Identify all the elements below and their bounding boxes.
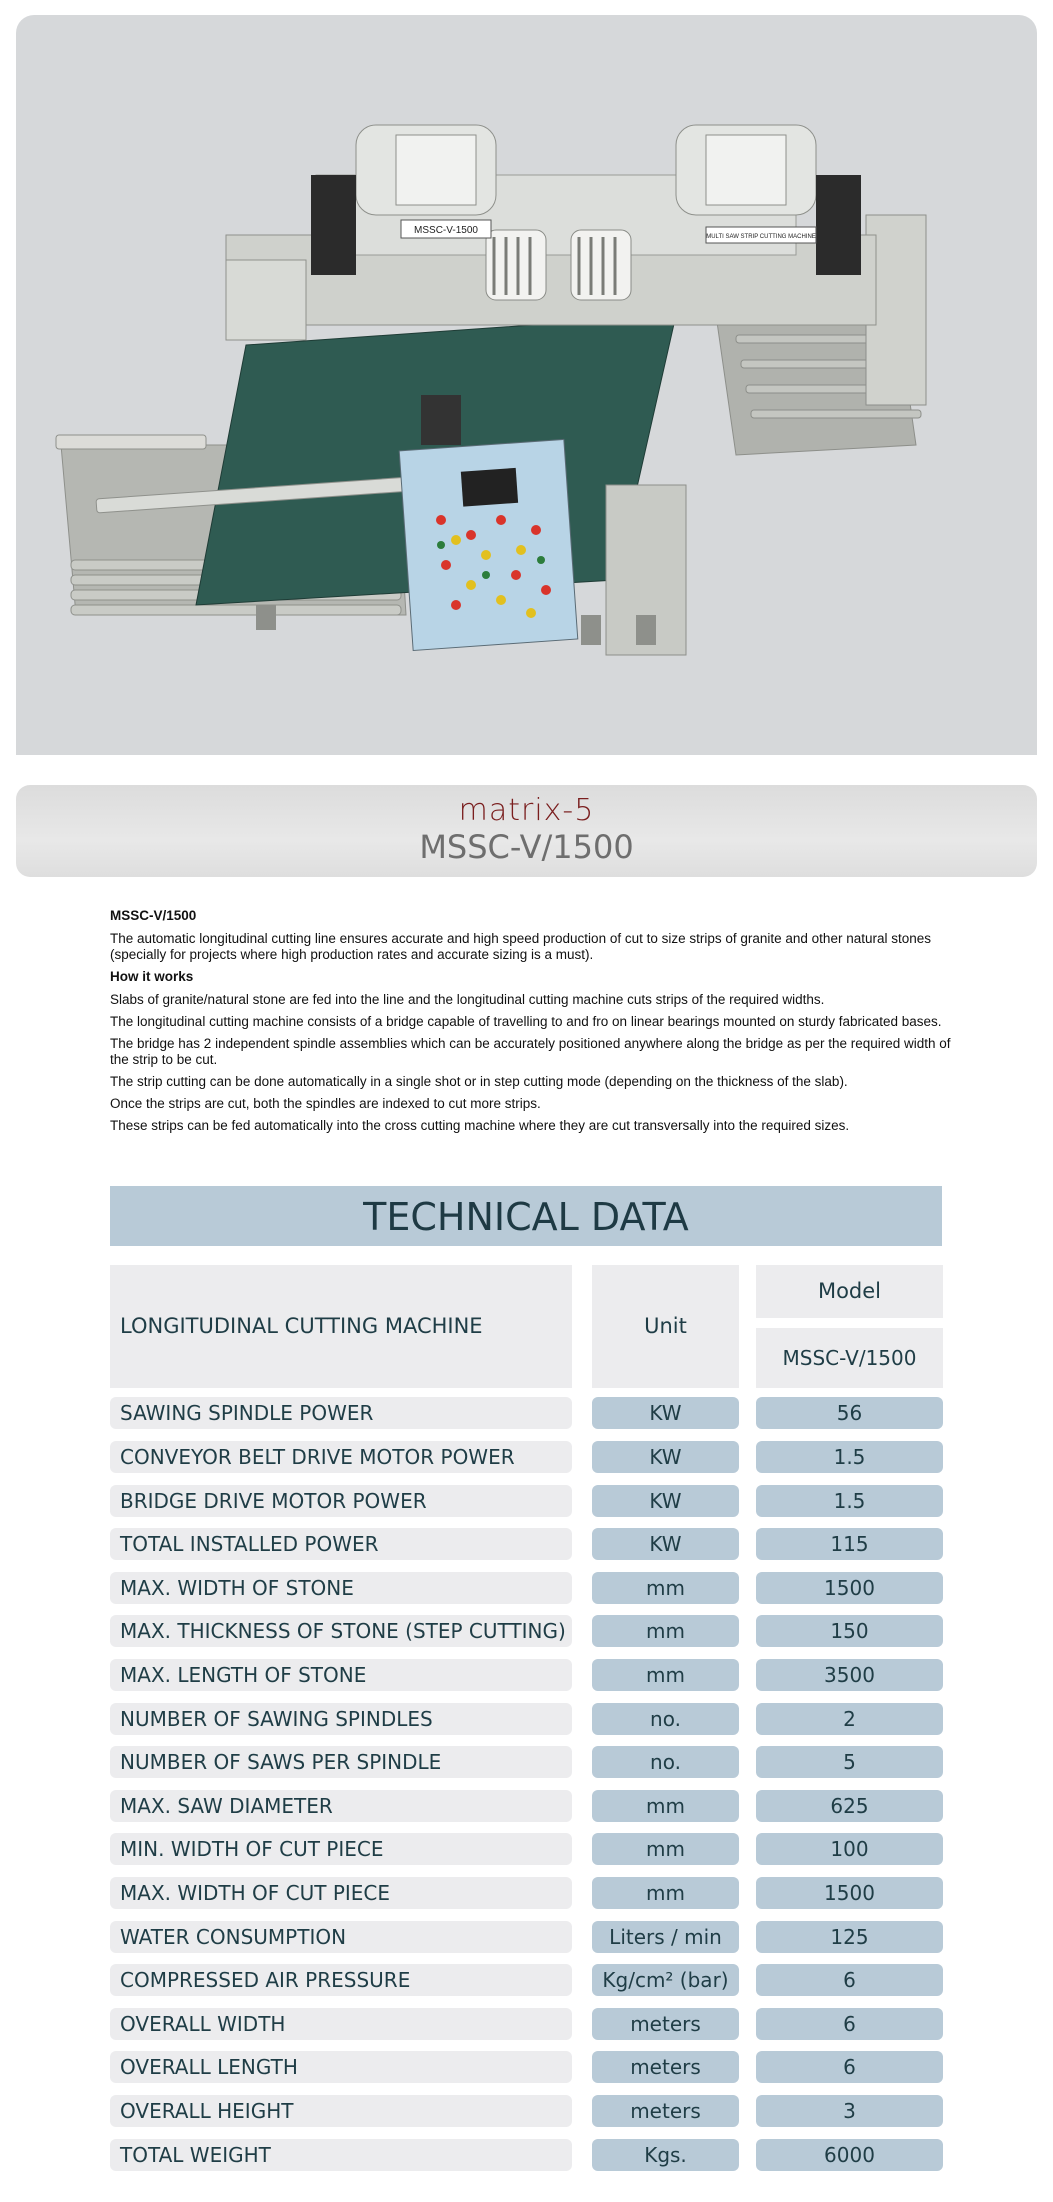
machine-illustration bbox=[16, 15, 1037, 755]
param-cell: WATER CONSUMPTION bbox=[110, 1921, 572, 1953]
table-row bbox=[0, 1659, 1053, 1693]
unit-cell: KW bbox=[592, 1485, 739, 1517]
description-intro: The automatic longitudinal cutting line ensures accurate and high speed production of cut to size strips of granite and other natural stones (specially for projects where high production rates and accurate sizing is a must). bbox=[110, 931, 932, 962]
param-cell: COMPRESSED AIR PRESSURE bbox=[110, 1964, 572, 1996]
description-paragraph: The longitudinal cutting machine consists of a bridge capable of travelling to and fro on linear bearings mounted on sturdy fabricated bases. bbox=[110, 1014, 942, 1029]
param-cell: NUMBER OF SAWS PER SPINDLE bbox=[110, 1746, 572, 1778]
unit-cell: KW bbox=[592, 1397, 739, 1429]
unit-cell: mm bbox=[592, 1659, 739, 1691]
param-cell: MIN. WIDTH OF CUT PIECE bbox=[110, 1833, 572, 1865]
value-cell: 1500 bbox=[756, 1877, 943, 1909]
unit-cell: meters bbox=[592, 2008, 739, 2040]
param-cell: MAX. WIDTH OF STONE bbox=[110, 1572, 572, 1604]
param-cell: SAWING SPINDLE POWER bbox=[110, 1397, 572, 1429]
value-cell: 6000 bbox=[756, 2139, 943, 2171]
brand-name: matrix-5 bbox=[458, 793, 595, 828]
unit-cell: KW bbox=[592, 1441, 739, 1473]
header-unit: Unit bbox=[592, 1265, 739, 1388]
table-row bbox=[0, 2095, 1053, 2129]
header-machine: LONGITUDINAL CUTTING MACHINE bbox=[110, 1265, 572, 1388]
table-row bbox=[0, 1441, 1053, 1475]
param-cell: MAX. WIDTH OF CUT PIECE bbox=[110, 1877, 572, 1909]
unit-cell: mm bbox=[592, 1790, 739, 1822]
product-description bbox=[110, 908, 965, 1140]
description-paragraph: The strip cutting can be done automatically in a single shot or in step cutting mode (depending on the thickness of the slab). bbox=[110, 1074, 848, 1089]
unit-cell: Kgs. bbox=[592, 2139, 739, 2171]
machine-photo-panel bbox=[16, 15, 1037, 755]
param-cell: TOTAL INSTALLED POWER bbox=[110, 1528, 572, 1560]
table-row bbox=[0, 2139, 1053, 2173]
value-cell: 1500 bbox=[756, 1572, 943, 1604]
value-cell: 56 bbox=[756, 1397, 943, 1429]
value-cell: 2 bbox=[756, 1703, 943, 1735]
table-row bbox=[0, 1572, 1053, 1606]
machine-plate: MSSC-V-1500 bbox=[414, 225, 478, 236]
how-it-works-heading: How it works bbox=[110, 969, 194, 984]
table-row bbox=[0, 1528, 1053, 1562]
param-cell: OVERALL LENGTH bbox=[110, 2051, 572, 2083]
unit-cell: mm bbox=[592, 1615, 739, 1647]
unit-cell: Kg/cm² (bar) bbox=[592, 1964, 739, 1996]
value-cell: 6 bbox=[756, 2008, 943, 2040]
unit-cell: mm bbox=[592, 1877, 739, 1909]
value-cell: 3500 bbox=[756, 1659, 943, 1691]
param-cell: MAX. THICKNESS OF STONE (STEP CUTTING) bbox=[110, 1615, 572, 1647]
value-cell: 1.5 bbox=[756, 1485, 943, 1517]
unit-cell: Liters / min bbox=[592, 1921, 739, 1953]
table-row bbox=[0, 1397, 1053, 1431]
param-cell: BRIDGE DRIVE MOTOR POWER bbox=[110, 1485, 572, 1517]
param-cell: OVERALL HEIGHT bbox=[110, 2095, 572, 2127]
unit-cell: no. bbox=[592, 1703, 739, 1735]
value-cell: 6 bbox=[756, 2051, 943, 2083]
value-cell: 150 bbox=[756, 1615, 943, 1647]
param-cell: MAX. SAW DIAMETER bbox=[110, 1790, 572, 1822]
header-model: Model bbox=[756, 1265, 943, 1318]
unit-cell: meters bbox=[592, 2095, 739, 2127]
table-row bbox=[0, 1485, 1053, 1519]
table-row bbox=[0, 2051, 1053, 2085]
param-cell: TOTAL WEIGHT bbox=[110, 2139, 572, 2171]
value-cell: 1.5 bbox=[756, 1441, 943, 1473]
table-row bbox=[0, 2008, 1053, 2042]
description-paragraph: Slabs of granite/natural stone are fed into the line and the longitudinal cutting machine cuts strips of the required widths. bbox=[110, 992, 825, 1007]
param-cell: NUMBER OF SAWING SPINDLES bbox=[110, 1703, 572, 1735]
value-cell: 100 bbox=[756, 1833, 943, 1865]
value-cell: 125 bbox=[756, 1921, 943, 1953]
unit-cell: no. bbox=[592, 1746, 739, 1778]
table-row bbox=[0, 1790, 1053, 1824]
unit-cell: KW bbox=[592, 1528, 739, 1560]
param-cell: MAX. LENGTH OF STONE bbox=[110, 1659, 572, 1691]
param-cell: CONVEYOR BELT DRIVE MOTOR POWER bbox=[110, 1441, 572, 1473]
description-paragraph: The bridge has 2 independent spindle assemblies which can be accurately positioned anywhere along the bridge as per the required width of the strip to be cut. bbox=[110, 1036, 951, 1067]
machine-sign: MULTI SAW STRIP CUTTING MACHINE bbox=[706, 234, 816, 240]
table-row bbox=[0, 1921, 1053, 1955]
description-paragraph: Once the strips are cut, both the spindles are indexed to cut more strips. bbox=[110, 1096, 541, 1111]
table-row bbox=[0, 1833, 1053, 1867]
value-cell: 6 bbox=[756, 1964, 943, 1996]
technical-data-title: TECHNICAL DATA bbox=[110, 1186, 942, 1246]
table-row bbox=[0, 1877, 1053, 1911]
table-row bbox=[0, 1746, 1053, 1780]
table-row bbox=[0, 1964, 1053, 1998]
product-banner bbox=[16, 785, 1037, 877]
value-cell: 625 bbox=[756, 1790, 943, 1822]
value-cell: 5 bbox=[756, 1746, 943, 1778]
value-cell: 115 bbox=[756, 1528, 943, 1560]
unit-cell: mm bbox=[592, 1833, 739, 1865]
table-row bbox=[0, 1703, 1053, 1737]
param-cell: OVERALL WIDTH bbox=[110, 2008, 572, 2040]
header-model-name: MSSC-V/1500 bbox=[756, 1328, 943, 1388]
description-title: MSSC-V/1500 bbox=[110, 908, 197, 923]
description-paragraph: These strips can be fed automatically into the cross cutting machine where they are cut transversally into the required sizes. bbox=[110, 1118, 850, 1133]
model-name: MSSC-V/1500 bbox=[419, 828, 634, 866]
unit-cell: meters bbox=[592, 2051, 739, 2083]
table-row bbox=[0, 1615, 1053, 1649]
unit-cell: mm bbox=[592, 1572, 739, 1604]
value-cell: 3 bbox=[756, 2095, 943, 2127]
